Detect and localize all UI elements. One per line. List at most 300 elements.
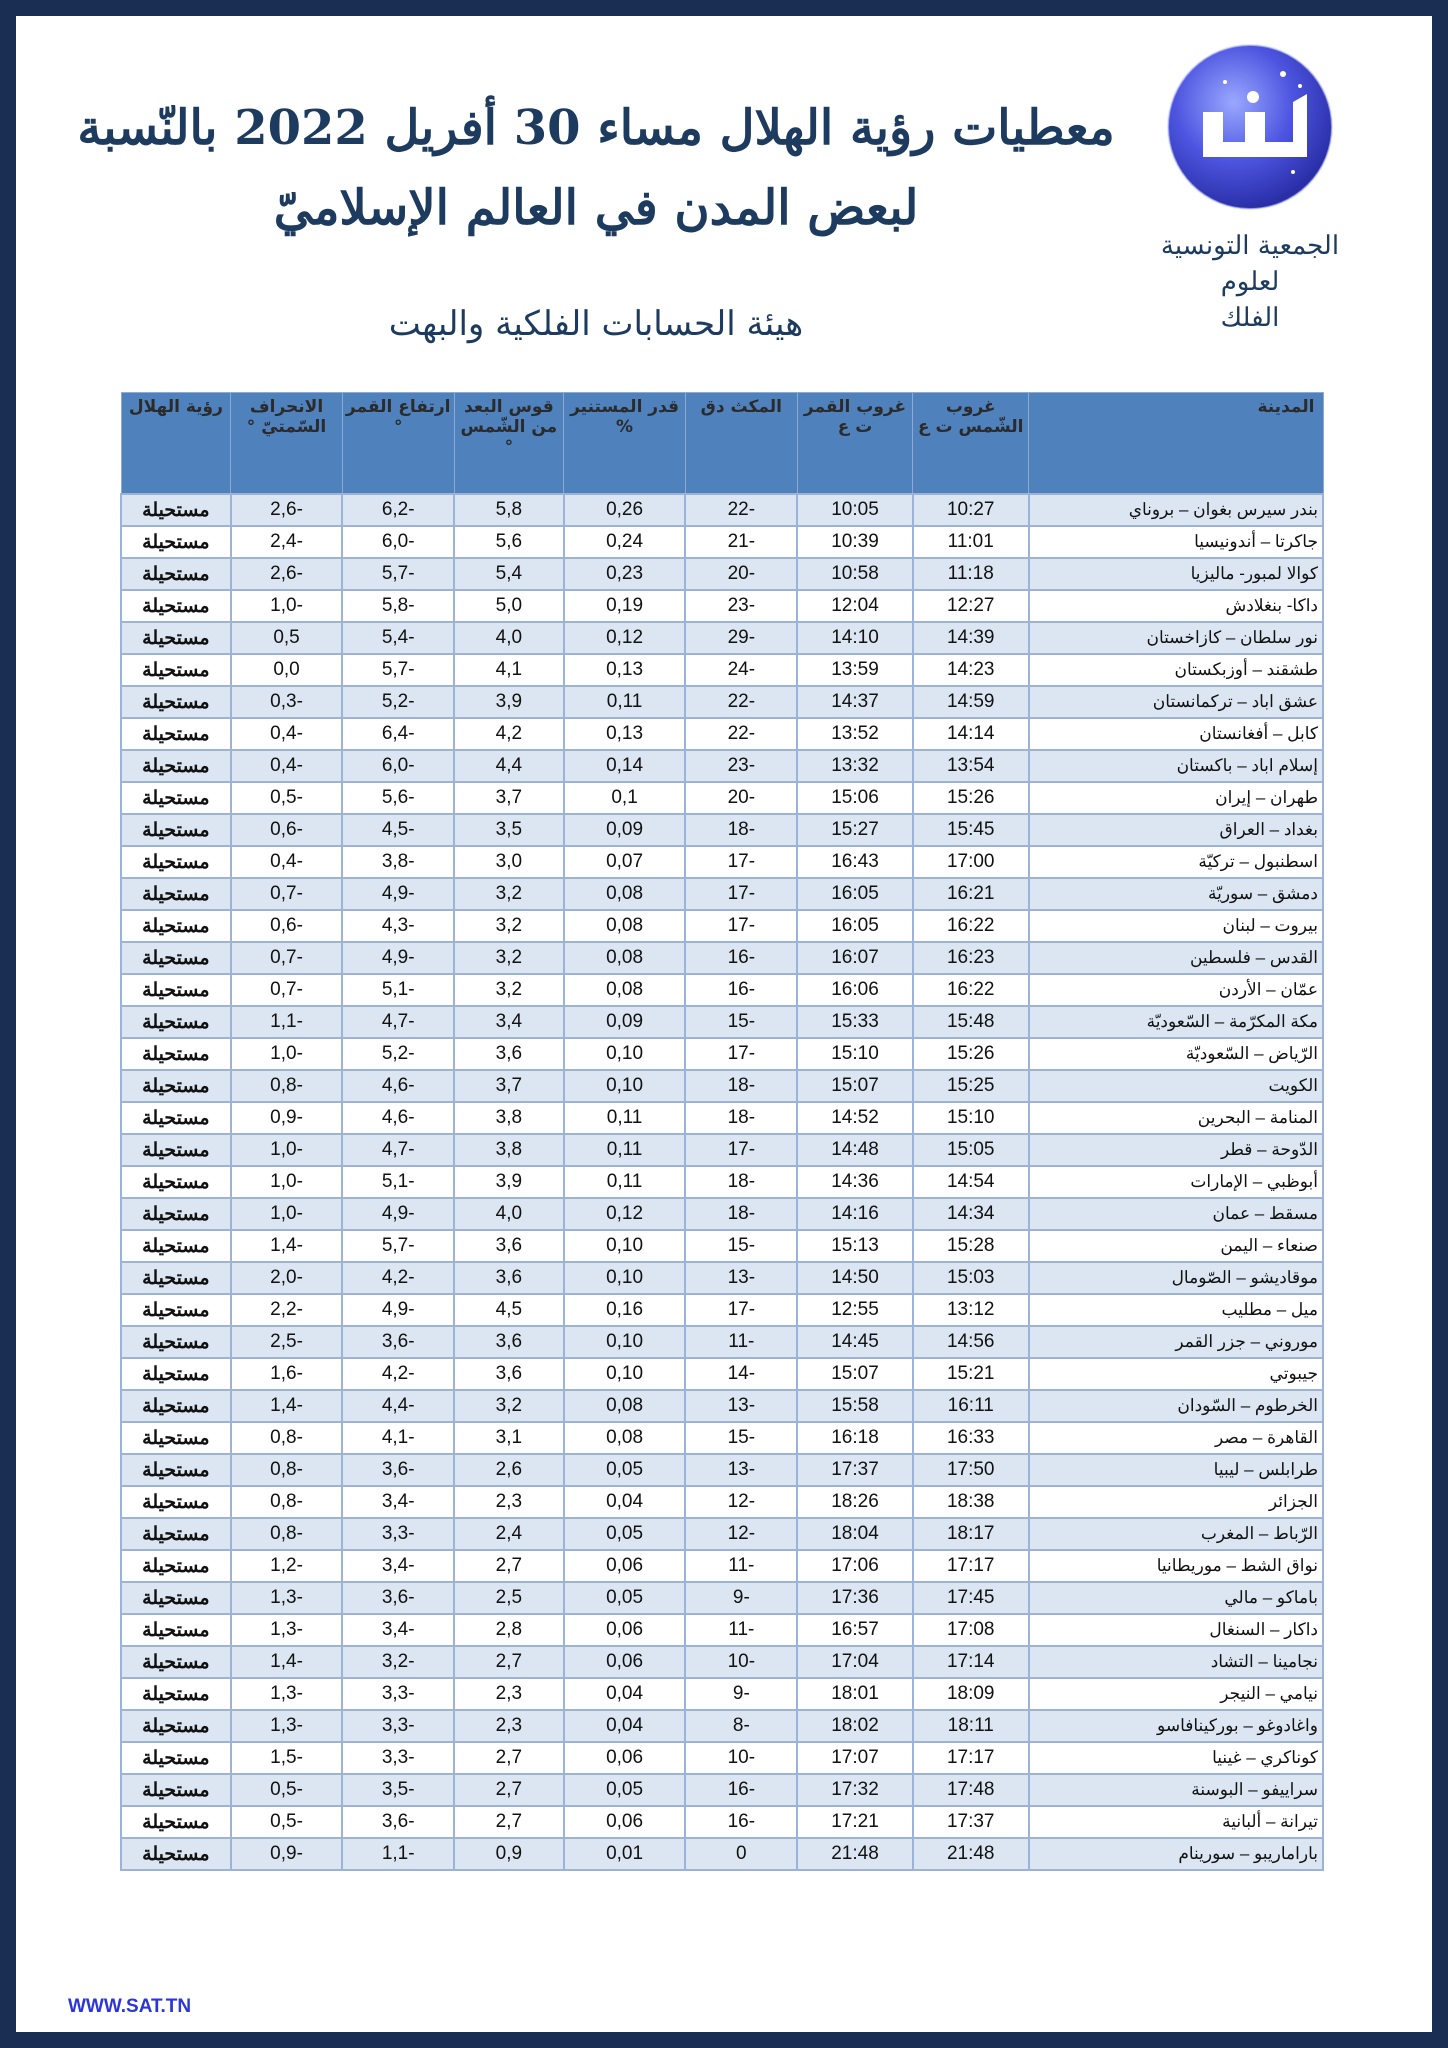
cell-city: موقاديشو – الصّومال [1029,1262,1323,1294]
cell-moonset: 16:07 [797,942,913,974]
cell-illumination: 0,13 [564,718,686,750]
cell-sunset: 15:05 [913,1134,1029,1166]
cell-illumination: 0,1 [564,782,686,814]
table-row [121,814,1323,846]
table-row [121,846,1323,878]
cell-illumination: 0,16 [564,1294,686,1326]
cell-elongation: 5,8 [454,494,564,526]
cell-elongation: 3,2 [454,974,564,1006]
organization-name-line-2: الفلك [1220,303,1280,333]
cell-moon-altitude: -5,7 [342,654,454,686]
cell-illumination: 0,14 [564,750,686,782]
cell-visibility: مستحيلة [121,1422,231,1454]
cell-azimuth-difference: -1,3 [231,1582,343,1614]
cell-elongation: 3,6 [454,1326,564,1358]
cell-azimuth-difference: -0,9 [231,1102,343,1134]
header-city: المدينة [1029,393,1323,495]
table-row [121,1582,1323,1614]
cell-illumination: 0,10 [564,1230,686,1262]
cell-city: واغادوغو – بوركينافاسو [1029,1710,1323,1742]
cell-city: طشقند – أوزبكستان [1029,654,1323,686]
cell-moon-altitude: -4,7 [342,1134,454,1166]
cell-sunset: 17:50 [913,1454,1029,1486]
cell-illumination: 0,06 [564,1614,686,1646]
website-link[interactable]: WWW.SAT.TN [68,1996,192,2017]
cell-moonset: 17:32 [797,1774,913,1806]
cell-visibility: مستحيلة [121,1806,231,1838]
subtitle: هيئة الحسابات الفلكية والبهت [388,304,804,344]
cell-illumination: 0,08 [564,974,686,1006]
cell-city: أبوظبي – الإمارات [1029,1166,1323,1198]
cell-moon-altitude: -5,4 [342,622,454,654]
cell-visibility: مستحيلة [121,1518,231,1550]
table-row [121,526,1323,558]
cell-city: باماكو – مالي [1029,1582,1323,1614]
cell-visibility: مستحيلة [121,814,231,846]
cell-city: نجامينا – التشاد [1029,1646,1323,1678]
table-row [121,878,1323,910]
cell-illumination: 0,06 [564,1550,686,1582]
cell-city: طرابلس – ليبيا [1029,1454,1323,1486]
cell-lag-time: -17 [685,1038,797,1070]
cell-azimuth-difference: -1,0 [231,1166,343,1198]
table-row [121,1326,1323,1358]
cell-illumination: 0,08 [564,942,686,974]
cell-city: نواق الشط – موريطانيا [1029,1550,1323,1582]
cell-city: جيبوتي [1029,1358,1323,1390]
cell-azimuth-difference: -1,3 [231,1678,343,1710]
cell-moon-altitude: -5,7 [342,1230,454,1262]
cell-city: داكا- بنغلادش [1029,590,1323,622]
cell-azimuth-difference: -2,6 [231,558,343,590]
cell-city: كابل – أفغانستان [1029,718,1323,750]
cell-azimuth-difference: -0,5 [231,1774,343,1806]
table-header-row [121,393,1323,495]
cell-moon-altitude: -4,6 [342,1070,454,1102]
cell-azimuth-difference: -2,2 [231,1294,343,1326]
cell-visibility: مستحيلة [121,1550,231,1582]
cell-elongation: 3,2 [454,878,564,910]
cell-moonset: 15:06 [797,782,913,814]
cell-moonset: 15:07 [797,1358,913,1390]
cell-moon-altitude: -5,1 [342,1166,454,1198]
cell-city: الجزائر [1029,1486,1323,1518]
cell-lag-time: 0 [685,1838,797,1870]
cell-illumination: 0,08 [564,910,686,942]
cell-elongation: 4,0 [454,622,564,654]
table-row [121,942,1323,974]
cell-azimuth-difference: -1,3 [231,1710,343,1742]
cell-moon-altitude: -4,1 [342,1422,454,1454]
cell-moon-altitude: -4,3 [342,910,454,942]
cell-elongation: 5,4 [454,558,564,590]
cell-visibility: مستحيلة [121,1454,231,1486]
cell-visibility: مستحيلة [121,1038,231,1070]
cell-moonset: 14:16 [797,1198,913,1230]
cell-city: مكة المكرّمة – السّعوديّة [1029,1006,1323,1038]
cell-illumination: 0,04 [564,1678,686,1710]
cell-city: القاهرة – مصر [1029,1422,1323,1454]
cell-moonset: 21:48 [797,1838,913,1870]
cell-lag-time: -17 [685,1134,797,1166]
cell-lag-time: -11 [685,1614,797,1646]
cell-moonset: 12:55 [797,1294,913,1326]
table-row [121,1134,1323,1166]
cell-lag-time: -24 [685,654,797,686]
cell-moonset: 17:37 [797,1454,913,1486]
cell-moonset: 14:36 [797,1166,913,1198]
cell-sunset: 18:17 [913,1518,1029,1550]
cell-moonset: 16:18 [797,1422,913,1454]
cell-lag-time: -11 [685,1326,797,1358]
header-crescent-visibility: رؤية الهلال [121,393,231,495]
cell-city: مسقط – عمان [1029,1198,1323,1230]
cell-moon-altitude: -3,3 [342,1518,454,1550]
cell-lag-time: -13 [685,1262,797,1294]
cell-moonset: 10:58 [797,558,913,590]
cell-moonset: 17:36 [797,1582,913,1614]
cell-azimuth-difference: -0,5 [231,782,343,814]
cell-elongation: 3,9 [454,686,564,718]
cell-elongation: 3,6 [454,1230,564,1262]
cell-moon-altitude: -5,1 [342,974,454,1006]
cell-sunset: 14:56 [913,1326,1029,1358]
cell-lag-time: -14 [685,1358,797,1390]
cell-moonset: 13:32 [797,750,913,782]
cell-sunset: 16:33 [913,1422,1029,1454]
cell-illumination: 0,06 [564,1742,686,1774]
cell-city: سراييفو – البوسنة [1029,1774,1323,1806]
cell-city: القدس – فلسطين [1029,942,1323,974]
cell-illumination: 0,08 [564,878,686,910]
cell-moonset: 16:06 [797,974,913,1006]
cell-moonset: 13:59 [797,654,913,686]
table-row [121,750,1323,782]
cell-city: الدّوحة – قطر [1029,1134,1323,1166]
cell-illumination: 0,11 [564,1134,686,1166]
cell-illumination: 0,05 [564,1518,686,1550]
cell-lag-time: -18 [685,1198,797,1230]
cell-elongation: 4,1 [454,654,564,686]
cell-city: اسطنبول – تركيّة [1029,846,1323,878]
cell-city: دمشق – سوريّة [1029,878,1323,910]
cell-moonset: 17:06 [797,1550,913,1582]
cell-elongation: 0,9 [454,1838,564,1870]
cell-elongation: 3,8 [454,1102,564,1134]
cell-moon-altitude: -4,9 [342,942,454,974]
cell-moon-altitude: -3,6 [342,1454,454,1486]
cell-moonset: 15:10 [797,1038,913,1070]
cell-moonset: 14:45 [797,1326,913,1358]
table-row [121,1230,1323,1262]
cell-moonset: 16:57 [797,1614,913,1646]
cell-lag-time: -18 [685,1070,797,1102]
cell-visibility: مستحيلة [121,1678,231,1710]
cell-city: داكار – السنغال [1029,1614,1323,1646]
table-row [121,686,1323,718]
cell-moonset: 15:27 [797,814,913,846]
cell-city: طهران – إيران [1029,782,1323,814]
document-page [16,16,1432,2032]
cell-sunset: 15:10 [913,1102,1029,1134]
cell-illumination: 0,09 [564,1006,686,1038]
cell-lag-time: -16 [685,942,797,974]
cell-illumination: 0,10 [564,1326,686,1358]
table-row [121,1038,1323,1070]
cell-azimuth-difference: -0,7 [231,974,343,1006]
table-row [121,1710,1323,1742]
cell-sunset: 15:26 [913,1038,1029,1070]
cell-city: الرّباط – المغرب [1029,1518,1323,1550]
cell-city: بندر سيرس بغوان – بروناي [1029,494,1323,526]
cell-lag-time: -16 [685,1774,797,1806]
cell-illumination: 0,04 [564,1710,686,1742]
cell-visibility: مستحيلة [121,750,231,782]
cell-elongation: 3,2 [454,910,564,942]
cell-sunset: 11:01 [913,526,1029,558]
cell-moonset: 14:10 [797,622,913,654]
cell-elongation: 2,4 [454,1518,564,1550]
cell-azimuth-difference: -1,0 [231,590,343,622]
cell-azimuth-difference: -1,2 [231,1550,343,1582]
cell-moon-altitude: -1,1 [342,1838,454,1870]
cell-azimuth-difference: -0,4 [231,846,343,878]
cell-illumination: 0,10 [564,1038,686,1070]
cell-elongation: 2,8 [454,1614,564,1646]
cell-sunset: 17:17 [913,1550,1029,1582]
cell-sunset: 14:54 [913,1166,1029,1198]
cell-sunset: 17:00 [913,846,1029,878]
cell-visibility: مستحيلة [121,1582,231,1614]
cell-moon-altitude: -3,3 [342,1710,454,1742]
cell-visibility: مستحيلة [121,1262,231,1294]
cell-city: إسلام اباد – باكستان [1029,750,1323,782]
cell-azimuth-difference: -0,8 [231,1070,343,1102]
cell-visibility: مستحيلة [121,558,231,590]
cell-elongation: 3,1 [454,1422,564,1454]
cell-sunset: 17:14 [913,1646,1029,1678]
table-row [121,1006,1323,1038]
cell-moonset: 17:04 [797,1646,913,1678]
cell-visibility: مستحيلة [121,1742,231,1774]
cell-moonset: 12:04 [797,590,913,622]
cell-sunset: 14:59 [913,686,1029,718]
cell-azimuth-difference: -1,6 [231,1358,343,1390]
table-row [121,654,1323,686]
cell-elongation: 3,4 [454,1006,564,1038]
cell-elongation: 5,0 [454,590,564,622]
cell-moon-altitude: -3,6 [342,1326,454,1358]
cell-moon-altitude: -4,5 [342,814,454,846]
cell-sunset: 17:08 [913,1614,1029,1646]
cell-lag-time: -29 [685,622,797,654]
cell-visibility: مستحيلة [121,1006,231,1038]
table-row [121,494,1323,526]
cell-visibility: مستحيلة [121,1198,231,1230]
cell-moon-altitude: -4,9 [342,1198,454,1230]
cell-illumination: 0,12 [564,1198,686,1230]
cell-azimuth-difference: -0,4 [231,718,343,750]
cell-moonset: 16:05 [797,878,913,910]
cell-illumination: 0,19 [564,590,686,622]
cell-lag-time: -13 [685,1454,797,1486]
cell-moonset: 14:50 [797,1262,913,1294]
cell-illumination: 0,04 [564,1486,686,1518]
cell-sunset: 15:03 [913,1262,1029,1294]
cell-azimuth-difference: -1,1 [231,1006,343,1038]
cell-azimuth-difference: -0,8 [231,1422,343,1454]
cell-elongation: 2,7 [454,1550,564,1582]
cell-sunset: 15:28 [913,1230,1029,1262]
table-row [121,1838,1323,1870]
cell-azimuth-difference: 0,5 [231,622,343,654]
cell-visibility: مستحيلة [121,782,231,814]
table-row [121,910,1323,942]
cell-azimuth-difference: -1,5 [231,1742,343,1774]
cell-visibility: مستحيلة [121,1390,231,1422]
table-row [121,1390,1323,1422]
organization-block [1140,42,1360,336]
table-row [121,1166,1323,1198]
cell-elongation: 4,0 [454,1198,564,1230]
cell-azimuth-difference: -1,0 [231,1134,343,1166]
cell-elongation: 3,7 [454,1070,564,1102]
cell-sunset: 14:14 [913,718,1029,750]
header-azimuth-difference: الانحراف السّمتيّ ° [231,393,343,495]
cell-lag-time: -23 [685,750,797,782]
cell-moonset: 18:26 [797,1486,913,1518]
table-row [121,1486,1323,1518]
cell-elongation: 4,2 [454,718,564,750]
cell-visibility: مستحيلة [121,1294,231,1326]
cell-sunset: 18:38 [913,1486,1029,1518]
cell-lag-time: -22 [685,686,797,718]
header-lag-time: المكث دق [685,393,797,495]
cell-sunset: 12:27 [913,590,1029,622]
cell-lag-time: -12 [685,1486,797,1518]
cell-visibility: مستحيلة [121,1230,231,1262]
cell-lag-time: -17 [685,1294,797,1326]
cell-moonset: 14:52 [797,1102,913,1134]
header-illumination: قدر المستنير % [564,393,686,495]
cell-lag-time: -9 [685,1678,797,1710]
cell-moon-altitude: -4,7 [342,1006,454,1038]
cell-moon-altitude: -6,0 [342,750,454,782]
cell-moonset: 15:07 [797,1070,913,1102]
cell-moon-altitude: -4,2 [342,1358,454,1390]
cell-visibility: مستحيلة [121,1646,231,1678]
cell-sunset: 17:45 [913,1582,1029,1614]
cell-azimuth-difference: -1,4 [231,1390,343,1422]
table-body [121,494,1323,1870]
cell-elongation: 2,5 [454,1582,564,1614]
cell-illumination: 0,26 [564,494,686,526]
table-row [121,1294,1323,1326]
cell-azimuth-difference: -1,0 [231,1198,343,1230]
cell-visibility: مستحيلة [121,686,231,718]
cell-moon-altitude: -4,4 [342,1390,454,1422]
cell-azimuth-difference: -0,9 [231,1838,343,1870]
table-row [121,718,1323,750]
cell-moon-altitude: -3,5 [342,1774,454,1806]
cell-moon-altitude: -4,6 [342,1102,454,1134]
table-row [121,1742,1323,1774]
table-row [121,558,1323,590]
cell-city: تيرانة – ألبانية [1029,1806,1323,1838]
cell-city: كوناكري – غينيا [1029,1742,1323,1774]
cell-azimuth-difference: -0,8 [231,1518,343,1550]
cell-azimuth-difference: -0,8 [231,1454,343,1486]
cell-moon-altitude: -5,2 [342,1038,454,1070]
cell-sunset: 18:11 [913,1710,1029,1742]
cell-elongation: 4,4 [454,750,564,782]
cell-visibility: مستحيلة [121,974,231,1006]
cell-sunset: 16:22 [913,910,1029,942]
cell-illumination: 0,24 [564,526,686,558]
cell-illumination: 0,06 [564,1646,686,1678]
cell-sunset: 16:22 [913,974,1029,1006]
cell-elongation: 3,0 [454,846,564,878]
cell-azimuth-difference: -0,4 [231,750,343,782]
cell-azimuth-difference: -2,4 [231,526,343,558]
cell-visibility: مستحيلة [121,1070,231,1102]
cell-city: نيامي – النيجر [1029,1678,1323,1710]
cell-illumination: 0,11 [564,1102,686,1134]
cell-illumination: 0,09 [564,814,686,846]
cell-moonset: 15:13 [797,1230,913,1262]
cell-moonset: 18:02 [797,1710,913,1742]
cell-moonset: 16:43 [797,846,913,878]
cell-lag-time: -9 [685,1582,797,1614]
cell-visibility: مستحيلة [121,846,231,878]
cell-lag-time: -16 [685,1806,797,1838]
cell-moon-altitude: -3,2 [342,1646,454,1678]
cell-sunset: 14:39 [913,622,1029,654]
cell-moonset: 10:39 [797,526,913,558]
cell-visibility: مستحيلة [121,1774,231,1806]
cell-visibility: مستحيلة [121,622,231,654]
cell-visibility: مستحيلة [121,526,231,558]
cell-illumination: 0,10 [564,1262,686,1294]
cell-city: عمّان – الأردن [1029,974,1323,1006]
cell-visibility: مستحيلة [121,654,231,686]
cell-moonset: 18:01 [797,1678,913,1710]
moon-sighting-table [120,392,1324,1871]
cell-sunset: 15:48 [913,1006,1029,1038]
cell-moon-altitude: -5,8 [342,590,454,622]
cell-moon-altitude: -3,4 [342,1614,454,1646]
cell-moon-altitude: -3,6 [342,1806,454,1838]
cell-elongation: 2,3 [454,1678,564,1710]
table-row [121,590,1323,622]
table-row [121,1774,1323,1806]
cell-moon-altitude: -3,3 [342,1678,454,1710]
cell-sunset: 14:34 [913,1198,1029,1230]
table-row [121,1198,1323,1230]
cell-city: صنعاء – اليمن [1029,1230,1323,1262]
cell-sunset: 13:12 [913,1294,1029,1326]
cell-city: بيروت – لبنان [1029,910,1323,942]
cell-city: موروني – جزر القمر [1029,1326,1323,1358]
cell-sunset: 10:27 [913,494,1029,526]
cell-sunset: 21:48 [913,1838,1029,1870]
table-row [121,622,1323,654]
cell-illumination: 0,05 [564,1454,686,1486]
table-row [121,1550,1323,1582]
cell-moonset: 17:21 [797,1806,913,1838]
cell-elongation: 5,6 [454,526,564,558]
cell-moon-altitude: -3,8 [342,846,454,878]
